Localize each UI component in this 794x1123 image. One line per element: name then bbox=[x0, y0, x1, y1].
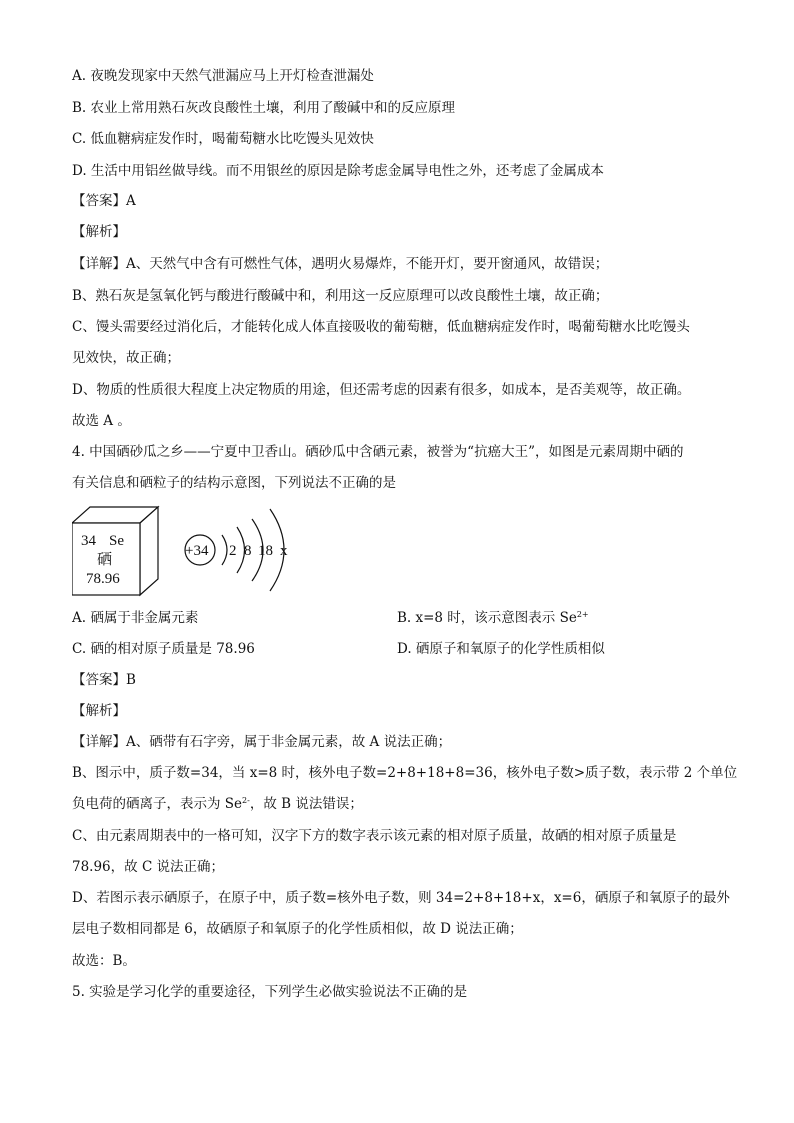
q4-detail-line-1 bbox=[72, 733, 451, 751]
detail-text: 负电荷的硒离子，表示为 Se bbox=[72, 796, 243, 812]
element-cell bbox=[72, 507, 158, 595]
element-name: 硒 bbox=[97, 552, 113, 568]
q3-detail-line-2: B、熟石灰是氢氧化钙与酸进行酸碱中和，利用这一反应原理可以改良酸性土壤，故正确； bbox=[72, 288, 609, 304]
q4-detail-line-7: 层电子数相同都是 6，故硒原子和氧原子的化学性质相似，故 D 说法正确； bbox=[72, 921, 523, 937]
element-number: 34 bbox=[81, 533, 96, 549]
q3-option-b: B. 农业上常用熟石灰改良酸性土壤，利用了酸碱中和的反应原理 bbox=[72, 100, 456, 116]
detail-text: ，故 B 说法错误； bbox=[249, 796, 363, 812]
q4-detail-line-4: C、由元素周期表中的一格可知，汉字下方的数字表示该元素的相对原子质量，故硒的相对原子质量是 bbox=[72, 828, 677, 844]
atom-structure bbox=[185, 509, 288, 591]
diagram-svg bbox=[72, 505, 312, 600]
q3-detail-line-5: D、物质的性质很大程度上决定物质的用途，但还需考虑的因素有很多，如成本，是否美观等，故正确。 bbox=[72, 382, 691, 398]
q3-analysis-tag: 【解析】 bbox=[72, 224, 126, 240]
answer-tag: 【答案】 bbox=[72, 672, 126, 688]
element-symbol: Se bbox=[109, 533, 124, 549]
answer-value: B bbox=[126, 672, 136, 688]
element-mass: 78.96 bbox=[86, 571, 120, 587]
detail-text: A、天然气中含有可燃性气体，遇明火易爆炸，不能开灯，要开窗通风，故错误； bbox=[126, 256, 609, 272]
q4-option-a: A. 硒属于非金属元素 bbox=[72, 610, 199, 626]
q4-conclusion: 故选：B。 bbox=[72, 953, 136, 969]
detail-tag: 【详解】 bbox=[72, 734, 126, 750]
q4-stem-line-1: 4. 中国硒砂瓜之乡——宁夏中卫香山。硒砂瓜中含硒元素，被誉为“抗癌大王”，如图是元素周期中硒的 bbox=[72, 444, 684, 460]
ion-charge: 2- bbox=[242, 796, 250, 805]
q4-stem-line-2: 有关信息和硒粒子的结构示意图，下列说法不正确的是 bbox=[72, 475, 396, 491]
answer-value: A bbox=[126, 193, 136, 209]
q4-analysis-tag: 【解析】 bbox=[72, 703, 126, 719]
q3-detail-line-4: 见效快，故正确； bbox=[72, 350, 180, 366]
q4-option-c: C. 硒的相对原子质量是 78.96 bbox=[72, 641, 255, 657]
shell-2-electrons: 8 bbox=[244, 543, 252, 559]
q3-detail-line-3: C、馒头需要经过消化后，才能转化成人体直接吸收的葡萄糖，低血糖病症发作时，喝葡萄糖水比吃馒头 bbox=[72, 319, 690, 335]
q4-answer bbox=[72, 671, 136, 689]
q3-option-d: D. 生活中用铝丝做导线。而不用银丝的原因是除考虑金属导电性之外，还考虑了金属成本 bbox=[72, 163, 604, 179]
option-b-text: B. x=8 时，该示意图表示 Se bbox=[397, 610, 577, 626]
q3-detail-line-1 bbox=[72, 255, 608, 273]
q4-detail-line-5: 78.96，故 C 说法正确； bbox=[72, 859, 225, 875]
detail-tag: 【详解】 bbox=[72, 256, 126, 272]
detail-text: A、硒带有石字旁，属于非金属元素，故 A 说法正确； bbox=[126, 734, 452, 750]
q4-detail-line-3 bbox=[72, 795, 363, 813]
q5-stem: 5. 实验是学习化学的重要途径，下列学生必做实验说法不正确的是 bbox=[72, 984, 468, 1000]
q3-option-c: C. 低血糖病症发作时，喝葡萄糖水比吃馒头见效快 bbox=[72, 131, 374, 147]
shell-4-electrons: x bbox=[280, 543, 288, 559]
q4-detail-line-2: B、图示中，质子数=34，当 x=8 时，核外电子数=2+8+18+8=36，核外电子数>质子数，表示带 2 个单位 bbox=[72, 765, 738, 781]
selenium-diagram bbox=[72, 505, 312, 604]
q3-conclusion: 故选 A 。 bbox=[72, 413, 131, 429]
q4-option-d: D. 硒原子和氧原子的化学性质相似 bbox=[397, 641, 605, 657]
nucleus-charge: +34 bbox=[185, 543, 209, 559]
shell-arc-1 bbox=[222, 535, 227, 565]
q3-option-a: A. 夜晚发现家中天然气泄漏应马上开灯检查泄漏处 bbox=[72, 68, 374, 84]
shell-3-electrons: 18 bbox=[258, 543, 273, 559]
shell-1-electrons: 2 bbox=[229, 543, 237, 559]
q4-detail-line-6: D、若图示表示硒原子，在原子中，质子数=核外电子数，则 34=2+8+18+x，x=6，硒原子和氧原子的最外 bbox=[72, 890, 730, 906]
answer-tag: 【答案】 bbox=[72, 193, 126, 209]
q3-answer bbox=[72, 192, 136, 210]
option-b-charge: 2+ bbox=[576, 610, 589, 619]
q4-option-b bbox=[397, 609, 589, 627]
